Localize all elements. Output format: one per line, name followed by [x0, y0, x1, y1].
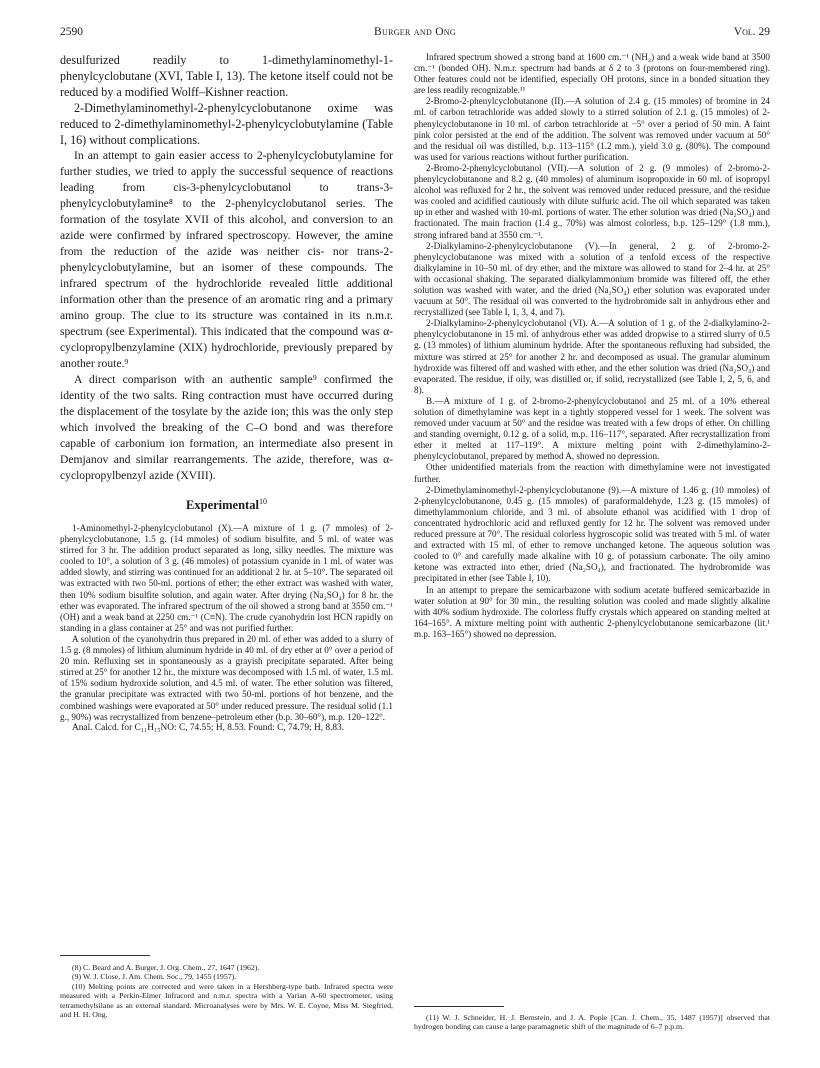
paragraph: 1-Aminomethyl-2-phenylcyclobutanol (X).—A mixture of 1 g. (7 mmoles) of 2-phenylcyclobutanone, 1.5 g. (14 mmoles) of sodium bisulfite, and 5 ml. of water was stirred for 3 hr. The addition product separated as long, silky needles. The mixture was cooled to 10°, a solution of 3 g. (46 mmoles) of potassium cyanide in 1 ml. of water was added slowly, and stirring was continued for an additional 2 hr. at 5–10°. The separated oil was extracted with two 50-ml. portions of ether; the ether extract was washed with water, then 10% sodium bisulfite solution, and again water. After drying (Na₂SO₄) for 8 hr. the ether was evaporated. The infrared spectrum of the oil showed a strong band at 3550 cm.⁻¹ (OH) and a weak band at 2250 cm.⁻¹ (C≡N). The crude cyanohydrin lost HCN rapidly on standing in a glass container at 25° and was not purified further.	[60, 523, 393, 633]
footnotes-right	[414, 1013, 770, 1032]
paragraph: A solution of the cyanohydrin thus prepared in 20 ml. of ether was added to a slurry of 1.5 g. (8 mmoles) of lithium aluminum hydride in 40 ml. of dry ether at 0° over a period of 20 min. Refluxing set in spontaneously as a grayish precipitate separated. After being stirred at 25° for another 12 hr., the mixture was decomposed with 1.5 ml. of water, 1.5 ml. of 15% sodium hydroxide solution, and 4.5 ml. of water. The ether solution was filtered, the granular precipitate was extracted with two 50-ml. portions of hot benzene, and the combined washings were evaporated at 50° under reduced pressure. The residual solid (1.1 g., 90%) was recrystallized from benzene–petroleum ether (b.p. 30–60°), m.p. 120–122°.	[60, 633, 393, 722]
page-number: 2590	[60, 26, 83, 38]
footnote: (10) Melting points are corrected and were taken in a Hershberg-type bath. Infrared spectra were measured with a Perkin-Elmer Infracord and n.m.r. spectra with a Varian A-60 spectrometer, using tetramethylsilane as an external standard. Microanalyses were by Mrs. W. E. Coyne, Miss M. Siegfried, and H. H. Ong.	[60, 981, 393, 1020]
paragraph: 2-Dimethylaminomethyl-2-phenylcyclobutanone (9).—A mixture of 1.46 g. (10 mmoles) of 2-phenylcyclobutanone, 0.45 g. (15 mmoles) of paraformaldehyde, 1.23 g. (15 mmoles) of dimethylammonium chloride, and 3 ml. of absolute ethanol was acidified with 1 drop of concentrated hydrochloric acid and refluxed gently for 12 hr. The solvent was removed under reduced pressure at 70°. The residual colorless hygroscopic solid was treated with 5 ml. of water and extracted with 15 ml. of ether to remove unchanged ketone. The aqueous solution was cooled to 0° and carefully made alkaline with 10 g. of potassium carbonate. The oily amino ketone was extracted into ether, dried (Na₂SO₄), and fractionated. The hydrobromide was precipitated in ether (see Table I, 10).	[414, 484, 770, 584]
footnote-divider	[414, 1006, 504, 1007]
left-column	[60, 52, 393, 734]
paragraph-analysis: Anal. Calcd. for C₁₁H₁₅NO: C, 74.55; H, 8.53. Found: C, 74.79; H, 8.83.	[72, 722, 345, 733]
paragraph: A direct comparison with an authentic sample⁹ confirmed the identity of the two salts. Ring contraction must have occurred during the displacement of the tosylate by the azide ion; this was the only step which involved the breaking of the C–O bond and was therefore capable of carbonium ion formation, an intermediate also present in Demjanov and similar rearrangements. The azide, therefore, was α-cyclopropylbenzyl azide (XVIII).	[60, 373, 393, 482]
paragraph: B.—A mixture of 1 g. of 2-bromo-2-phenylcyclobutanol and 25 ml. of a 10% ethereal solution of dimethylamine was kept in a tightly stoppered vessel for 1 week. The solvent was removed under vacuum at 50° and the residue was treated with a few drops of ether. On chilling and standing overnight, 0.12 g. of a solid, m.p. 116–117°, separated. After recrystallization from ether it melted at 117–119°. A mixture melting point with 2-dimethylamino-2-phenylcyclobutanol, prepared by method A, showed no depression.	[414, 395, 770, 462]
paragraph: Other unidentified materials from the reaction with dimethylamine were not investigated further.	[414, 462, 770, 484]
paragraph: In an attempt to gain easier access to 2-phenylcyclobutylamine for further studies, we tried to apply the successful sequence of reactions leading from cis-3-phenylcyclobutanol to trans-3-phenylcyclobutylamine⁸ to the 2-phenylcyclobutanol series. The formation of the tosylate XVII of this alcohol, and conversion to an azide were confirmed by infrared spectroscopy. However, the amine from the reduction of the azide was neither cis- nor trans-2-phenylcyclobutylamine, but an isomer of these compounds. The infrared spectrum of the hydrochloride revealed little additional information other than the presence of an aromatic ring and a primary amino group. The clue to its structure was contained in its n.m.r. spectrum (see Experimental). This indicated that the compound was α-cyclopropylbenzylamine (XIX) hydrochloride, previously prepared by another route.⁹	[60, 149, 393, 370]
volume-label: Vol. 29	[733, 26, 770, 38]
right-column	[414, 52, 770, 640]
section-heading-experimental	[60, 498, 393, 513]
footnote: (11) W. J. Schneider, H. J. Bernstein, and J. A. Pople [Can. J. Chem., 35, 1487 (1957)] observed that hydrogen bonding can cause a large paramagnetic shift of the magnitude of 6–7 p.p.m.	[414, 1013, 770, 1032]
paragraph: 2-Dimethylaminomethyl-2-phenylcyclobutanone oxime was reduced to 2-dimethylaminomethyl-2-phenylcyclobutylamine (Table I, 16) without complications.	[60, 101, 393, 147]
footnote: (9) W. J. Close, J. Am. Chem. Soc., 79, 1455 (1957).	[72, 972, 237, 982]
footnote-divider	[60, 955, 150, 956]
paragraph: 2-Dialkylamino-2-phenylcyclobutanol (VI). A.—A solution of 1 g. of the 2-dialkylamino-2-phenylcyclobutanone in 15 ml. of anhydrous ether was added dropwise to a stirred slurry of 0.5 g. (13 mmoles) of lithium aluminum hydride. After the spontaneous refluxing had subsided, the mixture was stirred at 25° for another 2 hr. and decomposed as usual. The granular aluminum hydroxide was filtered off and washed with ether, and the ether solution was dried (Na₂SO₄) and evaporated. The residue, if oily, was distilled or, if solid, recrystallized (see Table I, 2, 5, 6, and 8).	[414, 318, 770, 395]
section-heading-text: Experimental	[186, 498, 259, 512]
section-heading-footnote-ref: 10	[258, 496, 267, 506]
paragraph: desulfurized readily to 1-dimethylaminomethyl-1-phenylcyclobutane (XVI, Table I, 13). The ketone itself could not be reduced by a modified Wolff–Kishner reaction.	[60, 53, 393, 99]
paragraph: Infrared spectrum showed a strong band at 1600 cm.⁻¹ (NH₂) and a weak wide band at 3500 cm.⁻¹ (bonded OH). N.m.r. spectrum had bands at δ 2 to 3 (protons on four-membered ring). Other features could not be identified, especially OH protons, since in a bonded situation they are less readily recognizable.¹¹	[414, 52, 770, 96]
running-header	[60, 26, 770, 42]
running-head-authors: Burger and Ong	[374, 26, 456, 38]
paragraph: 2-Bromo-2-phenylcyclobutanol (VII).—A solution of 2 g. (9 mmoles) of 2-bromo-2-phenylcyclobutanone and 8.2 g. (40 mmoles) of aluminum isopropoxide in 60 ml. of isopropyl alcohol was refluxed for 2 hr., the solvent was removed under reduced pressure, and the residue was cooled and acidified cautiously with dilute sulfuric acid. The oil which separated was taken up in ether and washed with 10-ml. portions of water. The ether solution was dried (Na₂SO₄) and fractionated. The main fraction (1.4 g., 70%) was almost colorless, b.p. 125–129° (1.8 mm.), strong infrared band at 3550 cm.⁻¹.	[414, 162, 770, 240]
footnote: (8) C. Beard and A. Burger, J. Org. Chem., 27, 1647 (1962).	[72, 963, 260, 972]
paragraph: 2-Bromo-2-phenylcyclobutanone (II).—A solution of 2.4 g. (15 mmoles) of bromine in 24 ml. of carbon tetrachloride was added slowly to a stirred solution of 2.1 g. (15 mmoles) of 2-phenylcyclobutanone in 10 ml. of carbon tetrachloride at −5° over a period of 50 min. A faint pink color persisted at the end of the addition. The solvent was removed under vacuum at 50° and the residual oil was distilled, b.p. 113–115° (1.2 mm.), yield 3.0 g. (80%). The compound was used for various reactions without further purification.	[414, 96, 770, 162]
paragraph: 2-Dialkylamino-2-phenylcyclobutanone (V).—In general, 2 g. of 2-bromo-2-phenylcyclobutanone was mixed with a solution of a tenfold excess of the respective dialkylamine in 10–50 ml. of dry ether, and the mixture was allowed to stand for 2–4 hr. at 25° with occasional shaking. The separated dialkylammonium bromide was filtered off, the ether solution was washed with water, and the dried (Na₂SO₄) ether solution was evaporated under vacuum at 50°. The residual oil was converted to the hydrobromide salt in anhydrous ether and recrystallized (see Table I, 1, 3, 4, and 7).	[414, 240, 770, 318]
paragraph: In an attempt to prepare the semicarbazone with sodium acetate buffered semicarbazide in water solution at 90° for 30 min., the resulting solution was cooled and made slightly alkaline with 40% sodium hydroxide. The colorless fluffy crystals which appeared on standing melted at 164–165°. A mixture melting point with authentic 2-phenylcyclobutanone semicarbazone (lit.¹ m.p. 163–165°) showed no depression.	[414, 584, 770, 639]
footnotes-left	[60, 963, 393, 1019]
